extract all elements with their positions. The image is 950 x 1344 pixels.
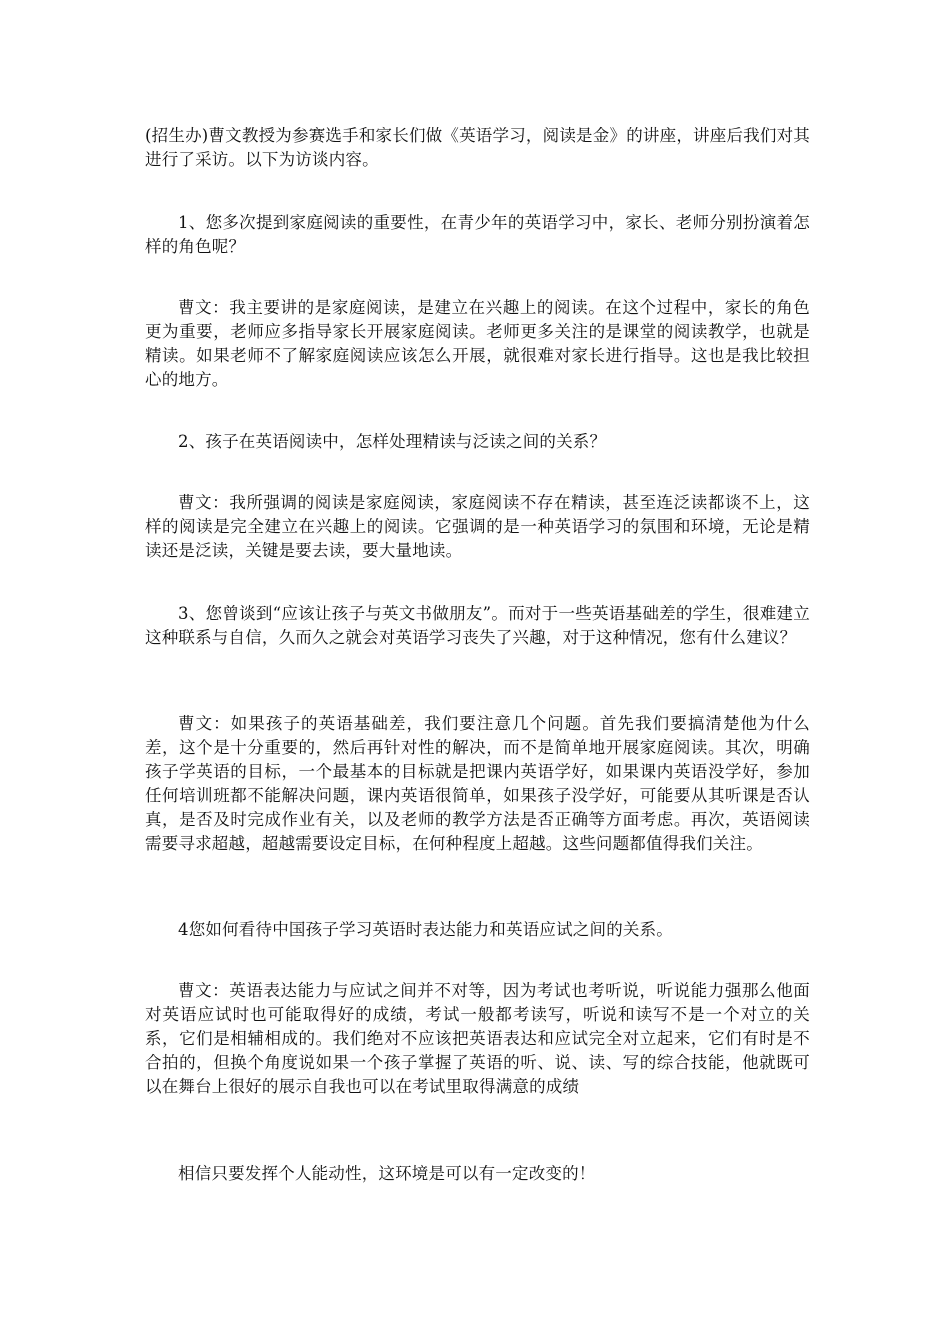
answer-3: 曹文：如果孩子的英语基础差，我们要注意几个问题。首先我们要搞清楚他为什么差，这个是十分重要的，然后再针对性的解决，而不是简单地开展家庭阅读。其次，明确孩子学英语的目标，一个最基本的目标就是把课内英语学好，如果课内英语没学好，参加任何培训班都不能解决问题，课内英语很简单，如果孩子没学好，可能要从其听课是否认真，是否及时完成作业有关，以及老师的教学方法是否正确等方面考虑。再次，英语阅读需要寻求超越，超越需要设定目标，在何种程度上超越。这些问题都值得我们关注。: [145, 714, 810, 853]
answer-4: 曹文：英语表达能力与应试之间并不对等，因为考试也考听说，听说能力强那么他面对英语应试时也可能取得好的成绩，考试一般都考读写，听说和读写不是一个对立的关系，它们是相辅相成的。我们绝对不应该把英语表达和应试完全对立起来，它们有时是不合拍的，但换个角度说如果一个孩子掌握了英语的听、说、读、写的综合技能，他就既可以在舞台上很好的展示自我也可以在考试里取得满意的成绩: [145, 981, 810, 1096]
intro-paragraph: (招生办)曹文教授为参赛选手和家长们做《英语学习，阅读是金》的讲座，讲座后我们对其进行了采访。以下为访谈内容。: [145, 126, 810, 169]
answer-1: 曹文：我主要讲的是家庭阅读，是建立在兴趣上的阅读。在这个过程中，家长的角色更为重要，老师应多指导家长开展家庭阅读。老师更多关注的是课堂的阅读教学，也就是精读。如果老师不了解家庭阅读应该怎么开展，就很难对家长进行指导。这也是我比较担心的地方。: [145, 298, 810, 389]
question-2: 2、孩子在英语阅读中，怎样处理精读与泛读之间的关系？: [178, 432, 607, 451]
question-3: 3、您曾谈到“应该让孩子与英文书做朋友”。而对于一些英语基础差的学生，很难建立这种联系与自信，久而久之就会对英语学习丧失了兴趣，对于这种情况，您有什么建议？: [145, 604, 810, 647]
question-4: 4您如何看待中国孩子学习英语时表达能力和英语应试之间的关系。: [178, 920, 673, 939]
question-1: 1、您多次提到家庭阅读的重要性，在青少年的英语学习中，家长、老师分别扮演着怎样的角色呢？: [145, 213, 810, 256]
closing-paragraph: 相信只要发挥个人能动性，这环境是可以有一定改变的！: [178, 1164, 596, 1183]
answer-2: 曹文：我所强调的阅读是家庭阅读，家庭阅读不存在精读，甚至连泛读都谈不上，这样的阅读是完全建立在兴趣上的阅读。它强调的是一种英语学习的氛围和环境，无论是精读还是泛读，关键是要去读，要大量地读。: [145, 493, 810, 560]
